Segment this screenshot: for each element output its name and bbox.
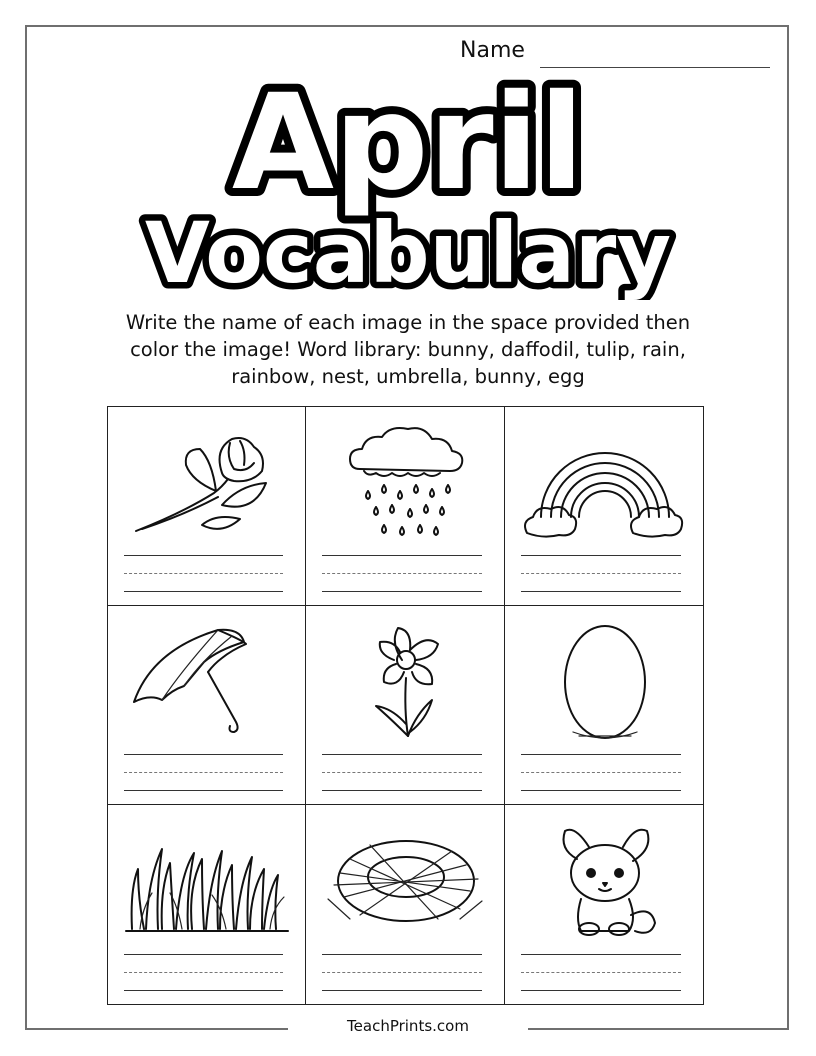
rainbow-icon xyxy=(519,421,689,541)
answer-lines[interactable] xyxy=(521,752,681,794)
answer-lines[interactable] xyxy=(322,553,481,595)
tulip-icon xyxy=(122,421,292,541)
name-label: Name xyxy=(460,38,525,63)
instructions-line-3: rainbow, nest, umbrella, bunny, egg xyxy=(231,365,585,388)
vocab-cell-grass xyxy=(108,805,306,1004)
footer-site: TeachPrints.com xyxy=(347,1017,469,1035)
vocab-cell-rain xyxy=(306,407,504,606)
answer-lines[interactable] xyxy=(124,752,283,794)
instructions-line-2: color the image! Word library: bunny, daffodil, tulip, rain, xyxy=(130,338,686,361)
grass-icon xyxy=(122,819,292,939)
daffodil-icon xyxy=(320,620,490,740)
egg-icon xyxy=(519,620,689,740)
vocab-cell-egg xyxy=(505,606,703,805)
instructions-line-1: Write the name of each image in the space provided then xyxy=(125,311,691,334)
title xyxy=(0,0,816,300)
title-april: April xyxy=(231,66,585,220)
answer-lines[interactable] xyxy=(124,553,283,595)
bunny-icon xyxy=(519,819,689,939)
answer-lines[interactable] xyxy=(124,952,283,994)
answer-lines[interactable] xyxy=(322,752,481,794)
vocabulary-grid xyxy=(107,406,704,1005)
vocab-cell-umbrella xyxy=(108,606,306,805)
vocab-cell-nest xyxy=(306,805,504,1004)
vocab-cell-tulip xyxy=(108,407,306,606)
title-vocabulary: Vocabulary xyxy=(144,204,672,300)
answer-lines[interactable] xyxy=(521,952,681,994)
rain-cloud-icon xyxy=(320,421,490,541)
umbrella-icon xyxy=(122,620,292,740)
nest-icon xyxy=(320,819,490,939)
answer-lines[interactable] xyxy=(322,952,481,994)
vocab-cell-daffodil xyxy=(306,606,504,805)
answer-lines[interactable] xyxy=(521,553,681,595)
vocab-cell-bunny xyxy=(505,805,703,1004)
vocab-cell-rainbow xyxy=(505,407,703,606)
instructions xyxy=(80,309,736,390)
